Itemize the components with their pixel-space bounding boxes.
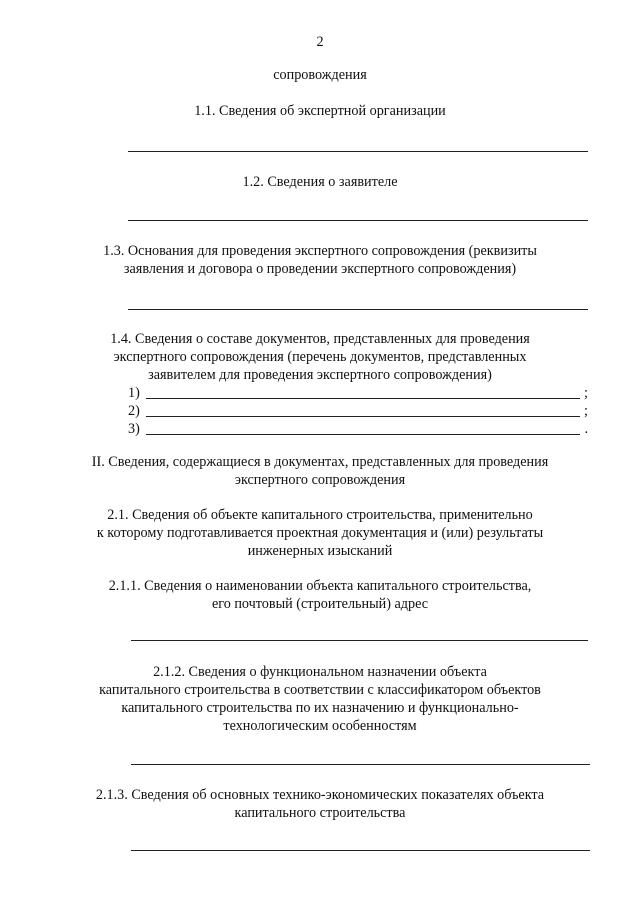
- fill-line-list-1[interactable]: [146, 398, 580, 399]
- list-item: [128, 384, 588, 402]
- section-2-1-1-heading-line-1: 2.1.1. Сведения о наименовании объекта капитального строительства,: [108, 578, 532, 594]
- section-1-3-heading-line-1: 1.3. Основания для проведения экспертного сопровождения (реквизиты: [103, 243, 537, 259]
- section-1-3-heading-line-2: заявления и договора о проведении экспертного сопровождения): [123, 261, 517, 277]
- fill-line-2-1-2[interactable]: [131, 764, 590, 765]
- section-2-1-2-heading-line-4: технологическим особенностям: [223, 718, 417, 734]
- section-2-1-2-heading-line-3: капитального строительства по их назначению и функционально-: [121, 700, 519, 716]
- fill-line-list-3[interactable]: [146, 434, 580, 435]
- fill-line-1-1[interactable]: [128, 151, 588, 152]
- fill-line-2-1-3[interactable]: [131, 850, 590, 851]
- list-item-end: ;: [584, 403, 588, 419]
- section-1-1-heading: 1.1. Сведения об экспертной организации: [194, 103, 446, 119]
- list-item-end: ;: [584, 385, 588, 401]
- page-number: 2: [316, 34, 324, 50]
- list-item-number: 2): [128, 403, 140, 419]
- section-1-2-heading: 1.2. Сведения о заявителе: [242, 174, 398, 190]
- section-2-1-2-heading-line-1: 2.1.2. Сведения о функциональном назначении объекта: [153, 664, 487, 680]
- list-item-number: 3): [128, 421, 140, 437]
- fill-line-2-1-1[interactable]: [131, 640, 588, 641]
- section-2-1-3-heading-line-2: капитального строительства: [234, 805, 406, 821]
- section-2-1-3-heading-line-1: 2.1.3. Сведения об основных технико-экономических показателях объекта: [95, 787, 545, 803]
- section-2-heading-line-1: II. Сведения, содержащиеся в документах, представленных для проведения: [91, 454, 549, 470]
- section-1-4-heading-line-1: 1.4. Сведения о составе документов, представленных для проведения: [110, 331, 530, 347]
- section-1-4-heading-line-3: заявителем для проведения экспертного сопровождения): [148, 367, 492, 383]
- section-2-1-2-heading-line-2: капитального строительства в соответствии с классификатором объектов: [99, 682, 541, 698]
- fill-line-1-2[interactable]: [128, 220, 588, 221]
- continuation-text: сопровождения: [273, 67, 367, 83]
- section-2-heading-line-2: экспертного сопровождения: [234, 472, 406, 488]
- fill-line-1-3[interactable]: [128, 309, 588, 310]
- list-item-number: 1): [128, 385, 140, 401]
- section-1-4-heading-line-2: экспертного сопровождения (перечень документов, представленных: [113, 349, 527, 365]
- section-2-1-heading-line-1: 2.1. Сведения об объекте капитального строительства, применительно: [107, 507, 533, 523]
- list-item-end: .: [584, 421, 588, 437]
- section-2-1-heading-line-3: инженерных изысканий: [247, 543, 393, 559]
- section-2-1-heading-line-2: к которому подготавливается проектная документация и (или) результаты: [96, 525, 544, 541]
- list-item: [128, 420, 588, 438]
- list-item: [128, 402, 588, 420]
- section-2-1-1-heading-line-2: его почтовый (строительный) адрес: [211, 596, 429, 612]
- fill-line-list-2[interactable]: [146, 416, 580, 417]
